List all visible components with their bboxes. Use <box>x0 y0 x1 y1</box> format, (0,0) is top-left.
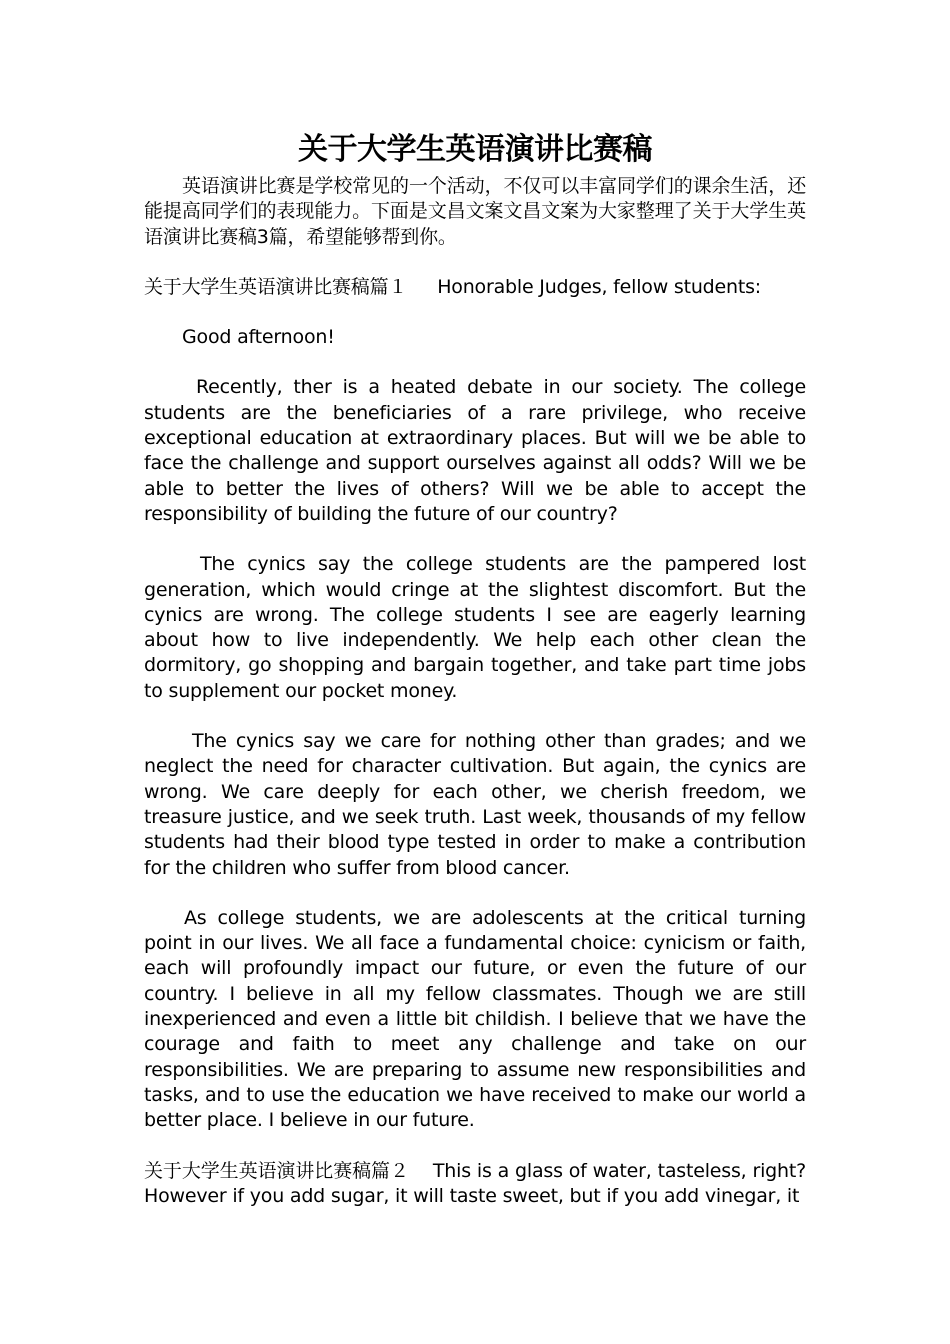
document-title: 关于大学生英语演讲比赛稿 <box>298 132 652 167</box>
body-paragraph-2: The cynics say the college students are the pampered lost generation, which would cringe at the slightest discomfort. But the cynics are wrong. The college students I see are eagerly learning about how to live independently. We help each other clean the dormitory, go shopping and bargain together, and take part time jobs to supplement our pocket money. <box>144 553 806 702</box>
section2-heading: 关于大学生英语演讲比赛稿篇２ <box>144 1159 409 1182</box>
greeting: Good afternoon! <box>182 326 335 349</box>
document-page <box>144 128 806 1209</box>
section1-heading-line <box>144 275 806 300</box>
section1-heading: 关于大学生英语演讲比赛稿篇１ <box>144 275 408 298</box>
body-paragraph-3: The cynics say we care for nothing other than grades; and we neglect the need for character cultivation. But again, the cynics are wrong. We care deeply for each other, we cherish freedom, we treasure justice, and we seek truth. Last week, thousands of my fellow students had their blood type tested in order to make a contribution for the children who suffer from blood cancer. <box>144 730 806 879</box>
intro-paragraph: 英语演讲比赛是学校常见的一个活动，不仅可以丰富同学们的课余生活，还能提高同学们的表现能力。下面是文昌文案文昌文案为大家整理了关于大学生英语演讲比赛稿3篇，希望能够帮到你。 <box>144 175 806 248</box>
body-paragraph-1: Recently, ther is a heated debate in our society. The college students are the beneficiaries of a rare privilege, who receive exceptional education at extraordinary places. But will we be able to face the challenge and support ourselves against all odds? Will we be able to better the lives of others? Will we be able to accept the responsibility of building the future of our country? <box>144 376 806 525</box>
section2-heading-line <box>144 1159 806 1210</box>
section2-lead: This is a glass of water, tasteless, right? However if you add sugar, it will taste sweet, but if you add vinegar, it <box>144 1159 806 1207</box>
section1-lead: Honorable Judges, fellow students: <box>437 275 762 298</box>
body-paragraph-4: As college students, we are adolescents at the critical turning point in our lives. We all face a fundamental choice: cynicism or faith, each will profoundly impact our future, or even the future of our country. I believe in all my fellow classmates. Though we are still inexperienced and even a little bit childish. I believe that we have the courage and faith to meet any challenge and take on our responsibilities. We are preparing to assume new responsibilities and tasks, and to use the education we have received to make our world a better place. I believe in our future. <box>144 906 806 1132</box>
